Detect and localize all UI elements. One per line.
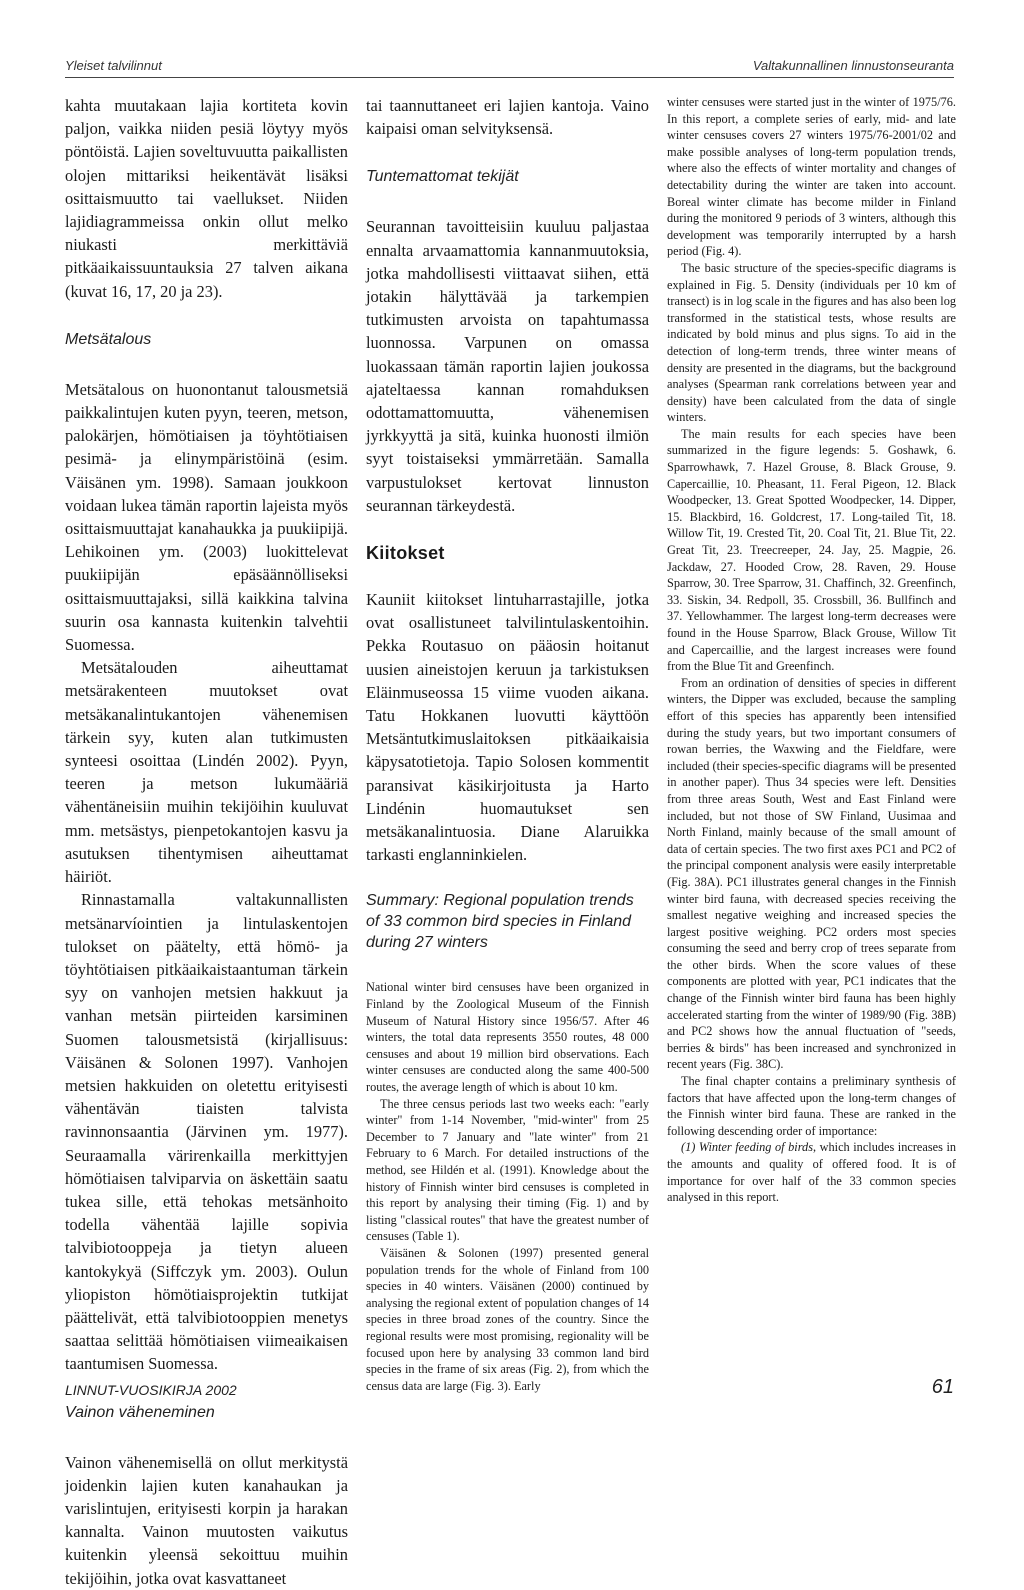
factor-description: , which includes increases in the amounts and quality of offered food. It is of importance for over half of the 33 common species analysed in this report.	[667, 1140, 957, 1205]
paragraph: tai taannuttaneet eri lajien kantoja. Vaino kaipaisi oman selvityksensä.	[366, 96, 649, 139]
header-series-title: Valtakunnallinen linnustonseuranta	[752, 58, 954, 73]
header-divider	[65, 77, 954, 78]
summary-paragraph	[667, 1139, 956, 1205]
summary-paragraph: The basic structure of the species-specific diagrams is explained in Fig. 5. Density (individuals per 10 km of transect) is in log scale in the figures and has also been log transformed in the statistical tests, whose results are indicated by bold minus and plus signs. To aid in the detection of long-term trends, three winter means of density are presented in the diagrams, but the background analyses (Spearman rank correlations between year and density) have been calculated from the data of single winters.	[667, 260, 956, 425]
section-heading-tuntemattomat-tekijat: Tuntemattomat tekijät	[366, 168, 519, 186]
paragraph: Vainon vähenemisellä on ollut merkitystä joidenkin lajien kuten kanahaukan ja varislintujen, erityisesti korpin ja harakan kannalta. Vainon muutosten vaikutus kuitenkin yleensä sekoittuu muihin tekijöihin, jotka ovat kasvattaneet	[65, 1452, 348, 1588]
summary-paragraph: The three census periods last two weeks each: "early winter" from 1-14 November, "mid-winter" from 25 December to 7 January and "late winter" from 21 February to 6 March. For detailed instructions of the method, see Hildén et al. (1991). Knowledge about the history of Finnish winter bird censuses is completed in this report by analysing their timing (Fig. 1) and by listing "classical routes" that have the greatest number of censuses (Table 1).	[366, 1096, 649, 1244]
column-2	[366, 94, 649, 1393]
section-heading-kiitokset: Kiitokset	[366, 543, 445, 564]
header-section-title: Yleiset talvilinnut	[65, 58, 162, 73]
summary-paragraph: From an ordination of densities of species in different winters, the Dipper was excluded, because the sampling effort of this species has apparently been intensified during the study years, but two important consumers of rowan berries, the Waxwing and the Fieldfare, were included (their species-specific diagrams will be presented in another paper). Thus 34 species were left. Densities from three areas South, West and East Finland were included, but not those of SW Finland, Uusimaa and North Finland, mainly because of the small amount of data of certain species. The two first axes PC1 and PC2 of the principal component analysis were easily interpretable (Fig. 38A). PC1 illustrates general changes in the Finnish winter bird fauna, with decreased species receiving the smallest negative weighing and increased species the largest positive weighing. PC2 orders most species consuming the seed and berry crop of trees separate from the other birds. When the score values of these components are plotted with year, PC1 indicates that the change of the Finnish winter bird fauna has been highly accelerated starting from the winter of 1989/90 (Fig. 38B) and PC2 shows how the annual fluctuation of "seeds, berries & birds" has been increased and synchronized in recent years (Fig. 38C).	[667, 675, 956, 1072]
page-number: 61	[931, 1376, 954, 1398]
paragraph: Metsätalouden aiheuttamat metsärakenteen muutokset ovat metsäkanalintukantojen vähenemisen tärkein syy, kuten alan tutkimusten synteesi osoittaa (Lindén 2002). Pyyn, teeren ja metson lukumääriä vähentäneisiin muihin tekijöihin kuuluvat mm. metsästys, pienpetokantojen kasvu ja asutuksen tihentymisen aiheuttamat häiriöt.	[65, 658, 348, 887]
summary-paragraph: Väisänen & Solonen (1997) presented general population trends for the whole of Finland from 100 species in 40 winters. Väisänen (2000) continued by analysing the regional extent of population changes of 14 species in three broad zones of the country. Since the regional results were most promising, regionality will be focused upon here by analysing 33 common land bird species in the frame of six areas (Fig. 2), from which the census data are large (Fig. 3). Early	[366, 1245, 649, 1393]
paragraph: kahta muutakaan lajia kortiteta kovin paljon, vaikka niiden pesiä löytyy myös pöntöistä. Lajien soveltuvuutta paikallisten olojen mittariksi heikentävät lisäksi osittaismuutto tai vaellukset. Niiden lajidiagrammeissa onkin ollut melko niukasti merkittäviä pitkäaikaissuuntauksia 27 talven aikana (kuvat 16, 17, 20 ja 23).	[65, 96, 348, 301]
summary-paragraph: winter censuses were started just in the winter of 1975/76. In this report, a complete series of early, mid- and late winter censuses covers 27 winters 1975/76-2001/02 and make possible analyses of long-term population trends, where also the effects of winter mortality and changes of detectability during the winter are taken into account. Boreal winter climate has become milder in Finland during the monitored 9 periods of 3 winters, although this development was temporarily interrupted by a harsh period (Fig. 4).	[667, 95, 956, 259]
footer-publication-title: LINNUT-VUOSIKIRJA 2002	[65, 1382, 237, 1398]
section-heading-vainon-vaheneminen: Vainon väheneminen	[65, 1403, 215, 1421]
paragraph: Rinnastamalla valtakunnallisten metsänarvíointien ja lintulaskentojen tulokset on päätelty, että hömö- ja töyhtötiaisen pitkäaikaistaantuman tärkein syy on vanhojen metsien hakkuut ja vanhan metsän piirteiden karsiminen Suomen talousmetsistä (kirjallisuus: Väisänen & Solonen 1997). Vanhojen metsien hakkuiden on oletettu erityisesti vähentävän tiaisten talvista ravinnonsaantia (Järvinen ym. 1977). Seuraamalla värirenkailla merkittyjen hömötiaisen talviparvia on äskettäin saatu tukea sille, että tehokas metsänhoito todella vähentää lajille sopivia talvibiotooppeja ja tietyn alueen kantokykyä (Siffczyk ym. 2003). Oulun yliopiston hömötiaisprojektin tutkijat päättelivät, että talvibiotooppien menetys saattaa selittää hömötiaisen viimeaikaisen taantumisen Suomessa.	[65, 890, 348, 1374]
section-heading-metsatalous: Metsätalous	[65, 330, 152, 348]
summary-heading: Summary: Regional population trends of 33 common bird species in Finland during 27 winters	[366, 892, 634, 952]
column-3	[667, 94, 956, 1366]
summary-paragraph: The final chapter contains a preliminary synthesis of factors that have affected upon the long-term changes of the Finnish winter bird fauna. These are ranked in the following descending order of importance:	[667, 1074, 956, 1138]
paragraph: Kauniit kiitokset lintuharrastajille, jotka ovat osallistuneet talvilintulaskentoihin. Pekka Routasuo on pääosin hoitanut uusien aineistojen keruun ja tarkistuksen Eläinmuseossa 15 viime vuoden aikana. Tatu Hokkanen luovutti käyttöön Metsäntutkimuslaitoksen pitkäaikaisia käpysatotietoja. Tapio Solosen kommentit paransivat käsikirjoitusta ja Harto Lindénin huomautukset sen metsäkanalintuosia. Diane Alaruikka tarkasti englanninkielen.	[366, 590, 649, 865]
factor-label: (1) Winter feeding of birds	[681, 1140, 813, 1155]
summary-paragraph: National winter bird censuses have been organized in Finland by the Zoological Museum of the Finnish Museum of Natural History since 1956/57. After 46 winters, the total data represents 3550 routes, 48 000 censuses and about 19 million bird observations. Each winter censuses are conducted along the same 400-500 routes, the average length of which is about 10 km.	[366, 980, 649, 1095]
paragraph: Metsätalous on huonontanut talousmetsiä paikkalintujen kuten pyyn, teeren, metson, palokärjen, hömötiaisen ja töyhtötiaisen pesimä- ja elinympäristöinä (esim. Väisänen ym. 1998). Samaan joukkoon voidaan lukea tämän raportin lajeista myös osittaismuuttajat kanahaukka ja puukiipijä. Lehikoinen ym. (2003) luokittelevat puukiipijän epäsäännölliseksi osittaismuuttajaksi, sillä kaikkina talvina suurin osa kannasta kuitenkin talvehtii Suomessa.	[65, 379, 348, 655]
paragraph: Seurannan tavoitteisiin kuuluu paljastaa ennalta arvaamattomia kannanmuutoksia, jotka mahdollisesti viittaavat siihen, että jotakin hälyttävää ja tarkempien tutkimusten arvoista on tapahtumassa luonnossa. Varpunen on omassa luokassaan tämän raportin lajien joukossa ajateltaessa kannan romahduksen odottamattomuutta, vähenemisen jyrkkyyttä ja sitä, kuinka huonosti ilmiön syyt toistaiseksi ymmärretään. Samalla varpustulokset kertovat linnuston seurannan tärkeydestä.	[366, 217, 649, 515]
summary-paragraph: The main results for each species have been summarized in the figure legends: 5. Goshawk, 6. Sparrowhawk, 7. Hazel Grouse, 8. Black Grouse, 9. Capercaillie, 10. Pheasant, 11. Feral Pigeon, 12. Black Woodpecker, 13. Great Spotted Woodpecker, 14. Dipper, 15. Blackbird, 16. Goldcrest, 17. Long-tailed Tit, 18. Willow Tit, 19. Crested Tit, 20. Coal Tit, 21. Blue Tit, 22. Great Tit, 23. Treecreeper, 24. Jay, 25. Magpie, 26. Jackdaw, 27. Hooded Crow, 28. Raven, 29. House Sparrow, 30. Tree Sparrow, 31. Chaffinch, 32. Greenfinch, 33. Siskin, 34. Redpoll, 35. Crossbill, 36. Bullfinch and 37. Yellowhammer. The largest long-term decreases were found in the House Sparrow, Black Grouse, Willow Tit and Capercaillie, and the largest increases were found from the Blue Tit and Greenfinch.	[667, 426, 956, 674]
